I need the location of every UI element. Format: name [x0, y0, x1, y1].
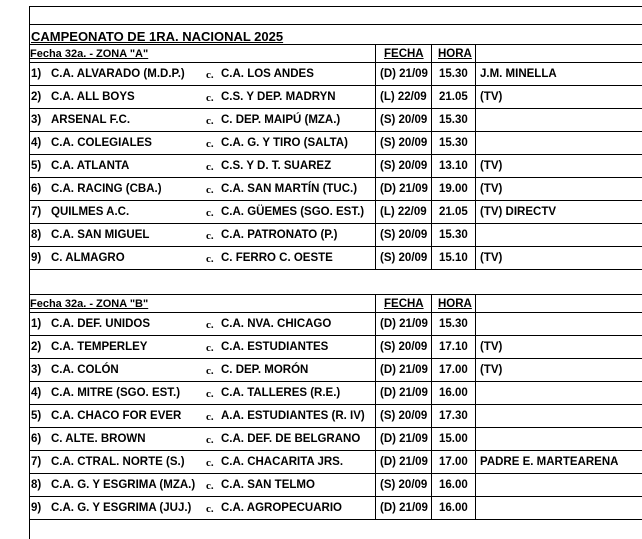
away-team: C.A. SAN MARTÍN (TUC.)	[221, 183, 358, 195]
match-date: (D) 21/09	[380, 68, 428, 80]
match-date: (D) 21/09	[380, 364, 428, 376]
rule	[29, 44, 642, 45]
home-team: C.A. CTRAL. NORTE (S.)	[51, 456, 185, 468]
match-number: 4)	[31, 137, 42, 149]
home-team: C.A. G. Y ESGRIMA (MZA.)	[51, 479, 196, 491]
home-team: C.A. CHACO FOR EVER	[51, 410, 182, 422]
rule	[29, 294, 642, 295]
match-time: 17.10	[439, 341, 468, 353]
rule	[29, 6, 642, 7]
match-time: 19.00	[439, 183, 468, 195]
away-team: C. DEP. MORÓN	[221, 364, 309, 376]
row-divider	[29, 335, 642, 336]
match-number: 2)	[31, 341, 42, 353]
rule	[375, 294, 376, 519]
versus-mark: c.	[206, 480, 214, 492]
match-time: 16.00	[439, 387, 468, 399]
row-divider	[29, 85, 642, 86]
match-number: 8)	[31, 479, 42, 491]
versus-mark: c.	[206, 253, 214, 265]
home-team: C. ALTE. BROWN	[51, 433, 146, 445]
match-note: (TV)	[480, 160, 503, 172]
match-number: 1)	[31, 68, 42, 80]
match-note: (TV)	[480, 252, 503, 264]
versus-mark: c.	[206, 388, 214, 400]
page-title: CAMPEONATO DE 1RA. NACIONAL 2025	[31, 29, 284, 44]
versus-mark: c.	[206, 92, 214, 104]
away-team: C.A. GÜEMES (SGO. EST.)	[221, 206, 365, 218]
versus-mark: c.	[206, 434, 214, 446]
home-team: C.A. ALL BOYS	[51, 91, 135, 103]
row-divider	[29, 519, 642, 520]
row-divider	[29, 450, 642, 451]
match-number: 8)	[31, 229, 42, 241]
home-team: C.A. COLÓN	[51, 364, 119, 376]
match-date: (L) 22/09	[380, 91, 427, 103]
rule	[29, 312, 642, 313]
versus-mark: c.	[206, 503, 214, 515]
versus-mark: c.	[206, 69, 214, 81]
versus-mark: c.	[206, 115, 214, 127]
row-divider	[29, 427, 642, 428]
match-note: PADRE E. MARTEARENA	[480, 456, 619, 468]
versus-mark: c.	[206, 457, 214, 469]
versus-mark: c.	[206, 184, 214, 196]
match-date: (S) 20/09	[380, 229, 428, 241]
match-number: 6)	[31, 183, 42, 195]
away-team: C.A. CHACARITA JRS.	[221, 456, 344, 468]
away-team: C.A. SAN TELMO	[221, 479, 315, 491]
match-number: 4)	[31, 387, 42, 399]
rule	[431, 44, 432, 269]
match-note: (TV)	[480, 341, 503, 353]
match-date: (D) 21/09	[380, 318, 428, 330]
match-note: (TV) DIRECTV	[480, 206, 557, 218]
rule	[475, 44, 476, 269]
match-time: 21.05	[439, 91, 468, 103]
match-time: 15.10	[439, 252, 468, 264]
home-team: C.A. MITRE (SGO. EST.)	[51, 387, 181, 399]
row-divider	[29, 358, 642, 359]
col-header-hora: HORA	[438, 48, 472, 60]
match-number: 7)	[31, 206, 42, 218]
away-team: C.A. TALLERES (R.E.)	[221, 387, 341, 399]
versus-mark: c.	[206, 342, 214, 354]
col-header-fecha: FECHA	[384, 298, 424, 310]
match-date: (S) 20/09	[380, 341, 428, 353]
versus-mark: c.	[206, 230, 214, 242]
match-date: (S) 20/09	[380, 479, 428, 491]
match-time: 15.30	[439, 229, 468, 241]
match-time: 15.30	[439, 318, 468, 330]
match-number: 9)	[31, 252, 42, 264]
col-header-fecha: FECHA	[384, 48, 424, 60]
match-time: 17.30	[439, 410, 468, 422]
match-number: 3)	[31, 364, 42, 376]
row-divider	[29, 177, 642, 178]
away-team: C.A. NVA. CHICAGO	[221, 318, 332, 330]
row-divider	[29, 223, 642, 224]
row-divider	[29, 246, 642, 247]
match-note: (TV)	[480, 91, 503, 103]
home-team: QUILMES A.C.	[51, 206, 130, 218]
match-time: 17.00	[439, 456, 468, 468]
rule	[375, 44, 376, 269]
home-team: C.A. ATLANTA	[51, 160, 130, 172]
row-divider	[29, 154, 642, 155]
home-team: C.A. TEMPERLEY	[51, 341, 148, 353]
away-team: A.A. ESTUDIANTES (R. IV)	[221, 410, 365, 422]
versus-mark: c.	[206, 319, 214, 331]
match-time: 15.30	[439, 137, 468, 149]
match-date: (D) 21/09	[380, 456, 428, 468]
match-number: 3)	[31, 114, 42, 126]
match-date: (S) 20/09	[380, 114, 428, 126]
away-team: C. FERRO C. OESTE	[221, 252, 333, 264]
match-number: 9)	[31, 502, 42, 514]
home-team: C.A. ALVARADO (M.D.P.)	[51, 68, 185, 80]
home-team: C.A. SAN MIGUEL	[51, 229, 150, 241]
match-note: J.M. MINELLA	[480, 68, 557, 80]
rule	[431, 294, 432, 519]
away-team: C.A. G. Y TIRO (SALTA)	[221, 137, 348, 149]
match-date: (S) 20/09	[380, 137, 428, 149]
row-divider	[29, 404, 642, 405]
match-number: 5)	[31, 160, 42, 172]
match-time: 15.30	[439, 114, 468, 126]
row-divider	[29, 496, 642, 497]
zone-header: Fecha 32a. - ZONA "A"	[30, 48, 149, 60]
match-number: 2)	[31, 91, 42, 103]
match-note: (TV)	[480, 364, 503, 376]
match-number: 5)	[31, 410, 42, 422]
match-date: (D) 21/09	[380, 433, 428, 445]
match-time: 16.00	[439, 502, 468, 514]
match-time: 17.00	[439, 364, 468, 376]
row-divider	[29, 473, 642, 474]
match-time: 21.05	[439, 206, 468, 218]
away-team: C.S. Y D. T. SUAREZ	[221, 160, 332, 172]
away-team: C.A. LOS ANDES	[221, 68, 314, 80]
match-time: 15.00	[439, 433, 468, 445]
col-header-hora: HORA	[438, 298, 472, 310]
away-team: C.A. DEF. DE BELGRANO	[221, 433, 361, 445]
rule	[475, 294, 476, 519]
row-divider	[29, 269, 642, 270]
match-number: 7)	[31, 456, 42, 468]
away-team: C.A. AGROPECUARIO	[221, 502, 342, 514]
home-team: C.A. RACING (CBA.)	[51, 183, 162, 195]
match-number: 6)	[31, 433, 42, 445]
rule	[29, 24, 642, 25]
match-number: 1)	[31, 318, 42, 330]
away-team: C.A. PATRONATO (P.)	[221, 229, 338, 241]
match-date: (D) 21/09	[380, 387, 428, 399]
match-time: 15.30	[439, 68, 468, 80]
match-date: (S) 20/09	[380, 160, 428, 172]
row-divider	[29, 381, 642, 382]
home-team: C.A. COLEGIALES	[51, 137, 152, 149]
row-divider	[29, 131, 642, 132]
versus-mark: c.	[206, 365, 214, 377]
versus-mark: c.	[206, 207, 214, 219]
match-time: 16.00	[439, 479, 468, 491]
home-team: C. ALMAGRO	[51, 252, 125, 264]
row-divider	[29, 200, 642, 201]
versus-mark: c.	[206, 411, 214, 423]
match-date: (S) 20/09	[380, 410, 428, 422]
match-note: (TV)	[480, 183, 503, 195]
zone-header: Fecha 32a. - ZONA "B"	[30, 298, 149, 310]
away-team: C. DEP. MAIPÚ (MZA.)	[221, 114, 341, 126]
rule	[29, 62, 642, 63]
match-date: (D) 21/09	[380, 183, 428, 195]
match-date: (S) 20/09	[380, 252, 428, 264]
home-team: ARSENAL F.C.	[51, 114, 131, 126]
home-team: C.A. G. Y ESGRIMA (JUJ.)	[51, 502, 192, 514]
versus-mark: c.	[206, 161, 214, 173]
match-date: (D) 21/09	[380, 502, 428, 514]
home-team: C.A. DEF. UNIDOS	[51, 318, 151, 330]
match-date: (L) 22/09	[380, 206, 427, 218]
away-team: C.A. ESTUDIANTES	[221, 341, 329, 353]
away-team: C.S. Y DEP. MADRYN	[221, 91, 336, 103]
versus-mark: c.	[206, 138, 214, 150]
row-divider	[29, 108, 642, 109]
match-time: 13.10	[439, 160, 468, 172]
